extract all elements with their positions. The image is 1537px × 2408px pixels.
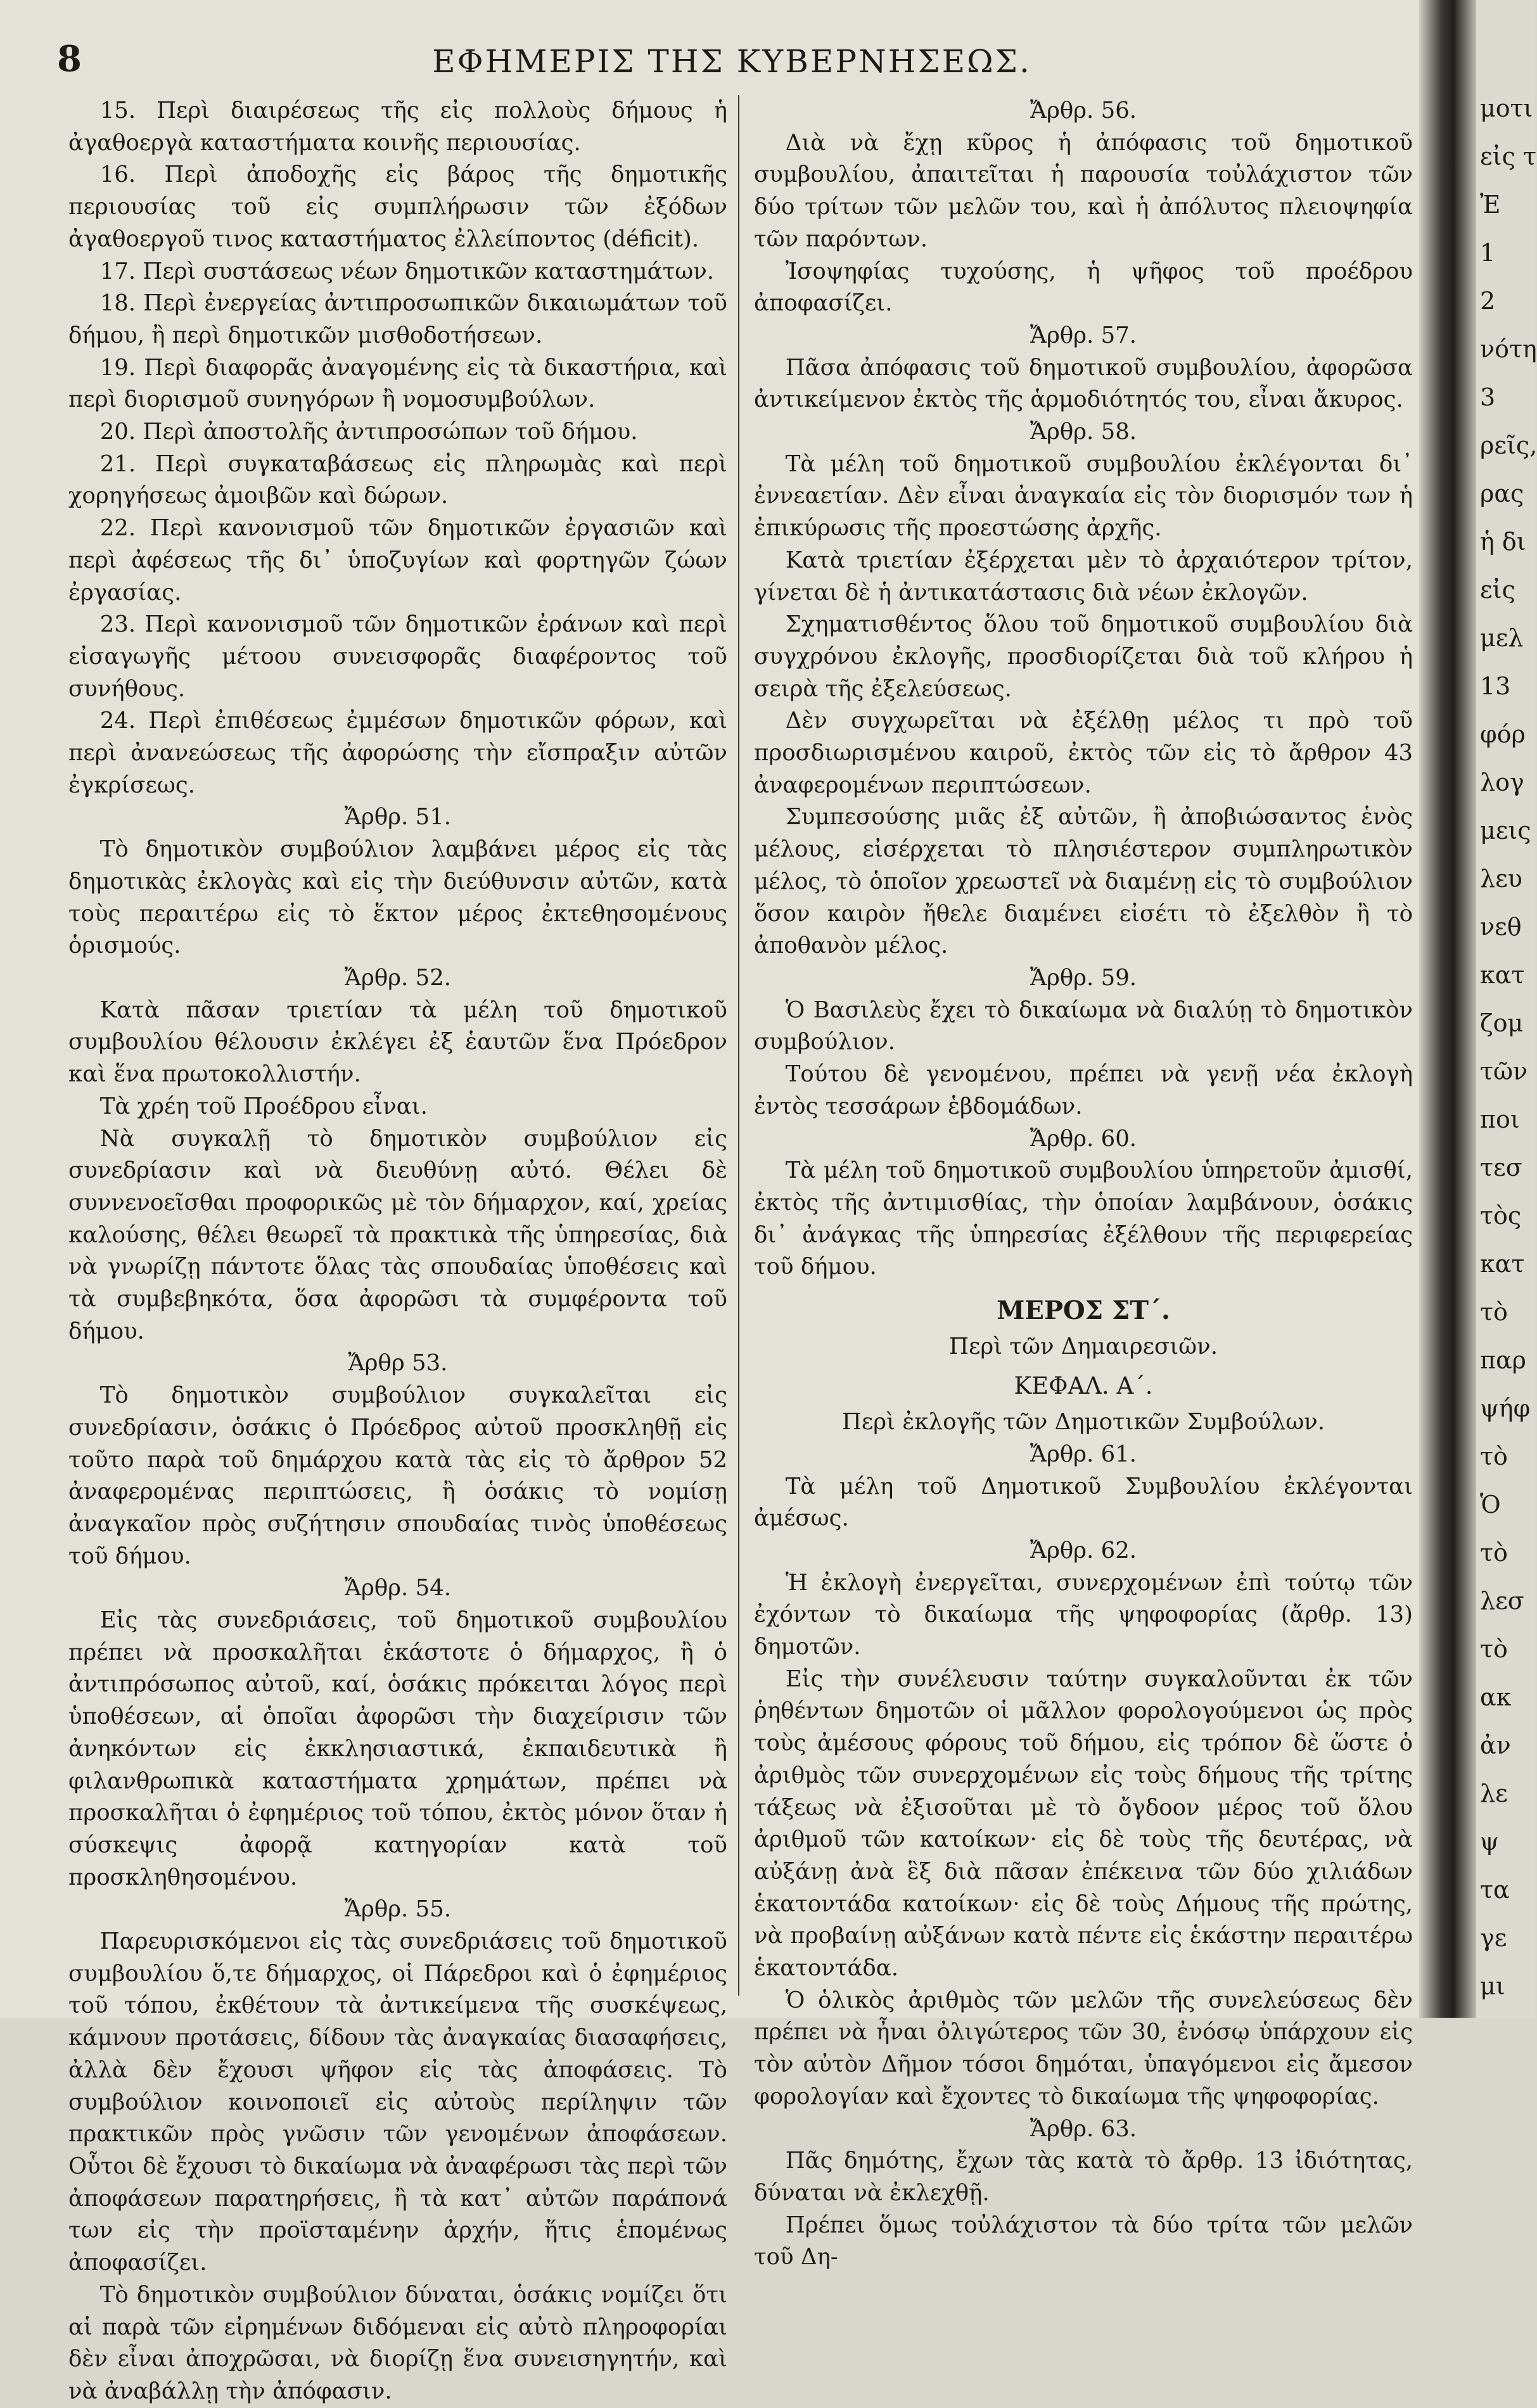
- adjacent-text-fragment: ρας: [1480, 480, 1524, 507]
- paragraph: Τὰ μέλη τοῦ δημοτικοῦ συμβουλίου ἐκλέγονται δι᾽ ἐννεαετίαν. Δὲν εἶναι ἀναγκαία εἰς τὸν διορισμόν των ἡ ἐπικύρωσις τῆς προεστώσης ἀρχῆς.: [754, 450, 1413, 542]
- right-column: [754, 95, 1413, 2271]
- adjacent-text-fragment: τὸς: [1480, 1202, 1522, 1230]
- article-heading: Ἄρθρ. 58.: [1030, 419, 1137, 445]
- paragraph: Παρευρισκόμενοι εἰς τὰς συνεδριάσεις τοῦ δημοτικοῦ συμβουλίου ὅ,τε δήμαρχος, οἱ Πάρεδροι καὶ ὁ ἐφημέριος τοῦ τόπου, ἐκθέτουν τὰ ἀντικείμενα τῆς συσκέψεως, κάμνουν προτάσεις, δίδουν τὰς ἀναγκαίας διασαφήσεις, ἀλλὰ δὲν ἔχουσι ψῆφον εἰς τὰς ἀποφάσεις. Τὸ συμβούλιον κοινοποιεῖ εἰς αὐτοὺς περίληψιν τῶν πρακτικῶν πρὸς γνῶσιν τῶν γενομένων ἀποφάσεων. Οὗτοι δὲ ἔχουσι τὸ δικαίωμα νὰ ἀναφέρωσι τὰς περὶ τῶν ἀποφάσεων παρατηρήσεις, ἢ τὰ κατ᾽ αὐτῶν παράπονά των εἰς τὴν προϊσταμένην ἀρχήν, ἥτις ἑπομένως ἀποφασίζει.: [68, 1928, 727, 2276]
- adjacent-text-fragment: γε: [1480, 1924, 1507, 1952]
- adjacent-text-fragment: λεσ: [1480, 1587, 1524, 1615]
- paragraph: 15. Περὶ διαιρέσεως τῆς εἰς πολλοὺς δήμους ἡ ἀγαθοεργὰ καταστήματα κοινῆς περιουσίας.: [68, 98, 727, 156]
- paragraph: Σχηματισθέντος ὅλου τοῦ δημοτικοῦ συμβουλίου διὰ συγχρόνου ἐκλογῆς, προσδιορίζεται διὰ τοῦ κλήρου ἡ σειρὰ τῆς ἐξελεύσεως.: [754, 611, 1413, 702]
- paragraph: 24. Περὶ ἐπιθέσεως ἐμμέσων δημοτικῶν φόρων, καὶ περὶ ἀνανεώσεως τῆς ἀφορώσης τὴν εἴσπραξιν αὐτῶν ἐγκρίσεως.: [68, 708, 727, 798]
- adjacent-text-fragment: λογ: [1480, 768, 1524, 796]
- paragraph: 19. Περὶ διαφορᾶς ἀναγομένης εἰς τὰ δικαστήρια, καὶ περὶ διορισμοῦ συνηγόρων ἢ νομοσυμβούλων.: [68, 354, 727, 413]
- adjacent-text-fragment: τεσ: [1480, 1154, 1522, 1182]
- adjacent-text-fragment: τα: [1480, 1876, 1510, 1904]
- article-heading: Ἄρθρ. 63.: [1030, 2115, 1137, 2142]
- adjacent-text-fragment: κατ: [1480, 1250, 1525, 1278]
- paragraph: Τούτου δὲ γενομένου, πρέπει νὰ γενῇ νέα ἐκλογὴ ἐντὸς τεσσάρων ἑβδομάδων.: [754, 1061, 1413, 1119]
- adjacent-text-fragment: 3: [1480, 383, 1496, 411]
- paragraph: 21. Περὶ συγκαταβάσεως εἰς πληρωμὰς καὶ περὶ χορηγήσεως ἀμοιβῶν καὶ δώρων.: [68, 450, 727, 509]
- adjacent-text-fragment: μελ: [1480, 624, 1524, 652]
- paragraph: Εἰς τὰς συνεδριάσεις, τοῦ δημοτικοῦ συμβουλίου πρέπει νὰ προσκαλῆται ἑκάστοτε ὁ δήμαρχος, ἢ ὁ ἀντιπρόσωπος αὐτοῦ, καί, ὁσάκις πρόκειται λόγος περὶ ὑποθέσεων, αἱ ὁποῖαι ἀφορῶσι τὴν διαχείρισιν τῶν ἀνηκόντων εἰς ἐκκλησιαστικά, ἐκπαιδευτικὰ ἢ φιλανθρωπικὰ καταστήματα χρημάτων, πρέπει νὰ προσκαλῆται ὁ ἐφημέριος τοῦ τόπου, ἐκτὸς μόνον ὅταν ἡ σύσκεψις ἀφορᾷ κατηγορίαν κατὰ τοῦ προσκληθησομένου.: [68, 1607, 727, 1890]
- adjacent-text-fragment: 13: [1480, 672, 1511, 700]
- adjacent-text-fragment: νότη: [1480, 335, 1537, 363]
- article-heading: Ἄρθρ. 54.: [344, 1575, 452, 1602]
- paragraph: Πρέπει ὅμως τοὐλάχιστον τὰ δύο τρίτα τῶν μελῶν τοῦ Δη-: [754, 2212, 1413, 2271]
- part-heading: ΜΕΡΟΣ ΣΤ΄.: [997, 1296, 1170, 1326]
- adjacent-text-fragment: τὸ: [1480, 1539, 1508, 1567]
- adjacent-text-fragment: μοτι: [1480, 94, 1533, 122]
- paragraph: Νὰ συγκαλῇ τὸ δημοτικὸν συμβούλιον εἰς συνεδρίασιν καὶ νὰ διευθύνῃ αὐτό. Θέλει δὲ συννενοεῖσθαι προφορικῶς μὲ τὸν δήμαρχον, καί, χρείας καλούσης, θέλει θεωρεῖ τὰ πρακτικὰ τῆς ὑπηρεσίας, διὰ νὰ γνωρίζῃ πάντοτε ὅλας τὰς σπουδαίας ὑποθέσεις καὶ τὰ συμβεβηκότα, ὅσα ἀφορῶσι τὰ συμφέροντα τοῦ δήμου.: [68, 1125, 727, 1344]
- paragraph: Τὸ δημοτικὸν συμβούλιον συγκαλεῖται εἰς συνεδρίασιν, ὁσάκις ὁ Πρόεδρος αὐτοῦ προσκληθῇ εἰς τοῦτο παρὰ τοῦ δημάρχου κατὰ τὰς εἰς τὸ ἄρθρον 52 ἀναφερομένας περιπτώσεις, ἢ ὁσάκις τὸ νομίσῃ ἀναγκαῖον πρὸς συζήτησιν σπουδαίας τινὸς ὑποθέσεως τοῦ δήμου.: [68, 1382, 727, 1569]
- adjacent-text-fragment: τὸ: [1480, 1443, 1508, 1470]
- paragraph: Δὲν συγχωρεῖται νὰ ἐξέλθῃ μέλος τι πρὸ τοῦ προσδιωρισμένου καιροῦ, ἐκτὸς τῶν εἰς τὸ ἄρθρον 43 ἀναφερομένων περιπτώσεων.: [754, 708, 1413, 798]
- article-heading: Ἄρθρ 53.: [348, 1350, 448, 1377]
- paragraph: Πᾶσα ἀπόφασις τοῦ δημοτικοῦ συμβουλίου, ἀφορῶσα ἀντικείμενον ἐκτὸς τῆς ἁρμοδιότητός του, εἶναι ἄκυρος.: [754, 354, 1413, 413]
- adjacent-text-fragment: ποι: [1480, 1105, 1520, 1133]
- adjacent-text-fragment: λε: [1480, 1780, 1508, 1807]
- adjacent-text-fragment: ἡ δι: [1480, 528, 1526, 556]
- page-header: [57, 38, 1406, 89]
- paragraph: Ὁ ὁλικὸς ἀριθμὸς τῶν μελῶν τῆς συνελεύσεως δὲν πρέπει νὰ ἦναι ὀλιγώτερος τῶν 30, ἐνόσῳ ὑπάρχουν εἰς τὸν αὐτὸν Δῆμον τόσοι δημόται, ὑπαγόμενοι εἰς ἄμεσον φορολογίαν καὶ ἔχοντες τὸ δικαίωμα τῆς ψηφοφορίας.: [754, 1987, 1413, 2110]
- adjacent-text-fragment: ψήφ: [1480, 1394, 1531, 1422]
- adjacent-text-fragment: νεθ: [1480, 913, 1522, 941]
- paragraph: 22. Περὶ κανονισμοῦ τῶν δημοτικῶν ἐργασιῶν καὶ περὶ ἀφέσεως τῆς δι᾽ ὑποζυγίων καὶ φορτηγῶν ζώων ἐργασίας.: [68, 515, 727, 606]
- section-subtitle: Περὶ ἐκλογῆς τῶν Δημοτικῶν Συμβούλων.: [841, 1409, 1325, 1436]
- adjacent-text-fragment: παρ: [1480, 1346, 1526, 1374]
- paragraph: Τὰ μέλη τοῦ δημοτικοῦ συμβουλίου ὑπηρετοῦν ἀμισθί, ἐκτὸς τῆς ἀντιμισθίας, τὴν ὁποίαν λαμβάνουν, ὁσάκις δι᾽ ἀνάγκας τῆς ὑπηρεσίας ἐξέλθουν τῆς περιφερείας τοῦ δήμου.: [754, 1157, 1413, 1280]
- adjacent-text-fragment: μεις: [1480, 817, 1531, 844]
- left-column: [68, 95, 727, 2404]
- paragraph: Τὸ δημοτικὸν συμβούλιον λαμβάνει μέρος εἰς τὰς δημοτικὰς ἐκλογὰς καὶ εἰς τὴν διεύθυνσιν αὐτῶν, κατὰ τοὺς περαιτέρω εἰς τὸ ἕκτον μέρος ἐκτεθησομένους ὁρισμούς.: [68, 836, 727, 959]
- adjacent-text-fragment: κατ: [1480, 961, 1525, 989]
- paragraph: 20. Περὶ ἀποστολῆς ἀντιπροσώπων τοῦ δήμου.: [99, 419, 638, 445]
- paragraph: Πᾶς δημότης, ἔχων τὰς κατὰ τὸ ἄρθρ. 13 ἰδιότητας, δύναται νὰ ἐκλεχθῇ.: [754, 2148, 1413, 2206]
- adjacent-text-fragment: 2: [1480, 287, 1496, 315]
- paragraph: Τὸ δημοτικὸν συμβούλιον δύναται, ὁσάκις νομίζει ὅτι αἱ παρὰ τῶν εἰρημένων διδόμεναι εἰς αὐτὸ πληροφορίαι δὲν εἶναι ἀποχρῶσαι, νὰ διορίζῃ ἕνα συνεισηγητήν, καὶ νὰ ἀναβάλλῃ τὴν ἀπόφασιν.: [68, 2281, 727, 2404]
- adjacent-text-fragment: τὸ: [1480, 1635, 1508, 1663]
- article-heading: Ἄρθρ. 56.: [1030, 98, 1137, 124]
- section-subtitle: Περὶ τῶν Δημαιρεσιῶν.: [949, 1333, 1218, 1360]
- adjacent-text-fragment: ἀν: [1480, 1731, 1511, 1759]
- adjacent-text-fragment: Ἐ: [1480, 191, 1501, 219]
- journal-title: ΕΦΗΜΕΡΙΣ ΤΗΣ ΚΥΒΕΡΝΗΣΕΩΣ.: [432, 43, 1031, 80]
- adjacent-text-fragment: φόρ: [1480, 720, 1526, 748]
- adjacent-text-fragment: ρεῖς,: [1480, 431, 1537, 459]
- paragraph: 17. Περὶ συστάσεως νέων δημοτικῶν καταστημάτων.: [99, 258, 715, 284]
- article-heading: Ἄρθρ. 52.: [344, 964, 452, 991]
- paragraph: 16. Περὶ ἀποδοχῆς εἰς βάρος τῆς δημοτικῆς περιουσίας τοῦ εἰς συμπλήρωσιν τῶν ἐξόδων ἀγαθοεργοῦ τινος καταστήματος ἐλλείποντος (déficit).: [68, 162, 727, 252]
- article-heading: Ἄρθρ. 57.: [1030, 322, 1137, 348]
- adjacent-text-fragment: ζομ: [1480, 1009, 1524, 1037]
- adjacent-text-fragment: Ὁ: [1480, 1491, 1501, 1519]
- adjacent-text-fragment: ακ: [1480, 1683, 1512, 1711]
- article-heading: Ἄρθρ. 51.: [344, 804, 452, 831]
- article-heading: Ἄρθρ. 55.: [344, 1896, 452, 1923]
- article-heading: Ἄρθρ. 62.: [1030, 1537, 1137, 1564]
- paragraph: Τὰ χρέη τοῦ Προέδρου εἶναι.: [99, 1093, 428, 1119]
- adjacent-text-fragment: 1: [1480, 239, 1496, 267]
- article-heading: Ἄρθρ. 60.: [1030, 1125, 1137, 1152]
- paragraph: Ἡ ἐκλογὴ ἐνεργεῖται, συνερχομένων ἐπὶ τούτῳ τῶν ἐχόντων τὸ δικαίωμα τῆς ψηφοφορίας (ἄρθρ. 13) δημοτῶν.: [754, 1569, 1413, 1660]
- paragraph: Κατὰ τριετίαν ἐξέρχεται μὲν τὸ ἀρχαιότερον τρίτον, γίνεται δὲ ἡ ἀντικατάστασις διὰ νέων ἐκλογῶν.: [754, 547, 1413, 606]
- adjacent-text-fragment: μι: [1480, 1972, 1505, 2000]
- paragraph: Ὁ Βασιλεὺς ἔχει τὸ δικαίωμα νὰ διαλύῃ τὸ δημοτικὸν συμβούλιον.: [754, 997, 1413, 1055]
- book-gutter: [1419, 0, 1476, 2018]
- adjacent-text-fragment: τῶν: [1480, 1057, 1528, 1085]
- paragraph: 18. Περὶ ἐνεργείας ἀντιπροσωπικῶν δικαιωμάτων τοῦ δήμου, ἢ περὶ δημοτικῶν μισθοδοτήσεων.: [68, 290, 727, 348]
- paragraph: 23. Περὶ κανονισμοῦ τῶν δημοτικῶν ἐράνων καὶ περὶ εἰσαγωγῆς μέτοου συνεισφορᾶς διαφέροντος τοῦ συνήθους.: [68, 611, 727, 702]
- adjacent-page-strip: [1476, 0, 1537, 2018]
- article-heading: Ἄρθρ. 59.: [1030, 964, 1137, 991]
- adjacent-text-fragment: λευ: [1480, 865, 1522, 893]
- paragraph: Συμπεσούσης μιᾶς ἐξ αὐτῶν, ἢ ἀποβιώσαντος ἑνὸς μέλους, εἰσέρχεται τὸ πλησιέστερον συμπληρωτικὸν μέλος, τὸ ὁποῖον χρεωστεῖ νὰ διαμένῃ εἰς τὸ συμβούλιον ὅσον καιρὸν ἤθελε διαμένει εἰσέτι τὸ ἐξελθὸν ἢ τὸ ἀποθανὸν μέλος.: [754, 804, 1413, 959]
- page-number: 8: [57, 38, 82, 80]
- paragraph: Τὰ μέλη τοῦ Δημοτικοῦ Συμβουλίου ἐκλέγονται ἀμέσως.: [754, 1473, 1413, 1532]
- paragraph: Εἰς τὴν συνέλευσιν ταύτην συγκαλοῦνται ἐκ τῶν ῥηθέντων δημοτῶν οἱ μᾶλλον φορολογούμενοι ὡς πρὸς τοὺς ἀμέσους φόρους τοῦ δήμου, εἰς τρόπον δὲ ὥστε ὁ ἀριθμὸς τῶν συνερχομένων εἰς τοὺς δήμους τῆς τρίτης τάξεως νὰ ἐξισοῦται μὲ τὸ ὄγδοον μέρος τοῦ ὅλου ἀριθμοῦ τῶν κατοίκων· εἰς δὲ τοὺς τῆς δευτέρας, νὰ αὐξάνῃ ἀνὰ ἓξ διὰ πᾶσαν ἐπέκεινα τῶν δύο χιλιάδων ἑκατοντάδα κατοίκων· εἰς δὲ τοὺς Δήμους τῆς πρώτης, νὰ προβαίνῃ αὐξάνων κατὰ πέντε εἰς ἑκάστην περαιτέρω ἑκατοντάδα.: [754, 1666, 1413, 1982]
- chapter-heading: ΚΕΦΑΛ. Α΄.: [1014, 1372, 1153, 1400]
- paragraph: Διὰ νὰ ἔχῃ κῦρος ἡ ἀπόφασις τοῦ δημοτικοῦ συμβουλίου, ἀπαιτεῖται ἡ παρουσία τοὐλάχιστον τῶν δύο τρίτων τῶν μελῶν του, καὶ ἡ ἀπόλυτος πλειοψηφία τῶν παρόντων.: [754, 129, 1413, 252]
- paragraph: Κατὰ πᾶσαν τριετίαν τὰ μέλη τοῦ δημοτικοῦ συμβουλίου θέλουσιν ἐκλέγει ἐξ ἑαυτῶν ἕνα Πρόεδρον καὶ ἕνα πρωτοκολλιστήν.: [68, 997, 727, 1088]
- article-heading: Ἄρθρ. 61.: [1030, 1441, 1137, 1467]
- paragraph: Ἰσοψηφίας τυχούσης, ἡ ψῆφος τοῦ προέδρου ἀποφασίζει.: [754, 258, 1413, 317]
- adjacent-text-fragment: εἰς: [1480, 576, 1515, 604]
- adjacent-text-fragment: τὸ: [1480, 1298, 1508, 1326]
- adjacent-text-fragment: ψ: [1480, 1828, 1499, 1856]
- column-divider: [738, 95, 739, 1996]
- adjacent-text-fragment: εἰς τ: [1480, 143, 1536, 170]
